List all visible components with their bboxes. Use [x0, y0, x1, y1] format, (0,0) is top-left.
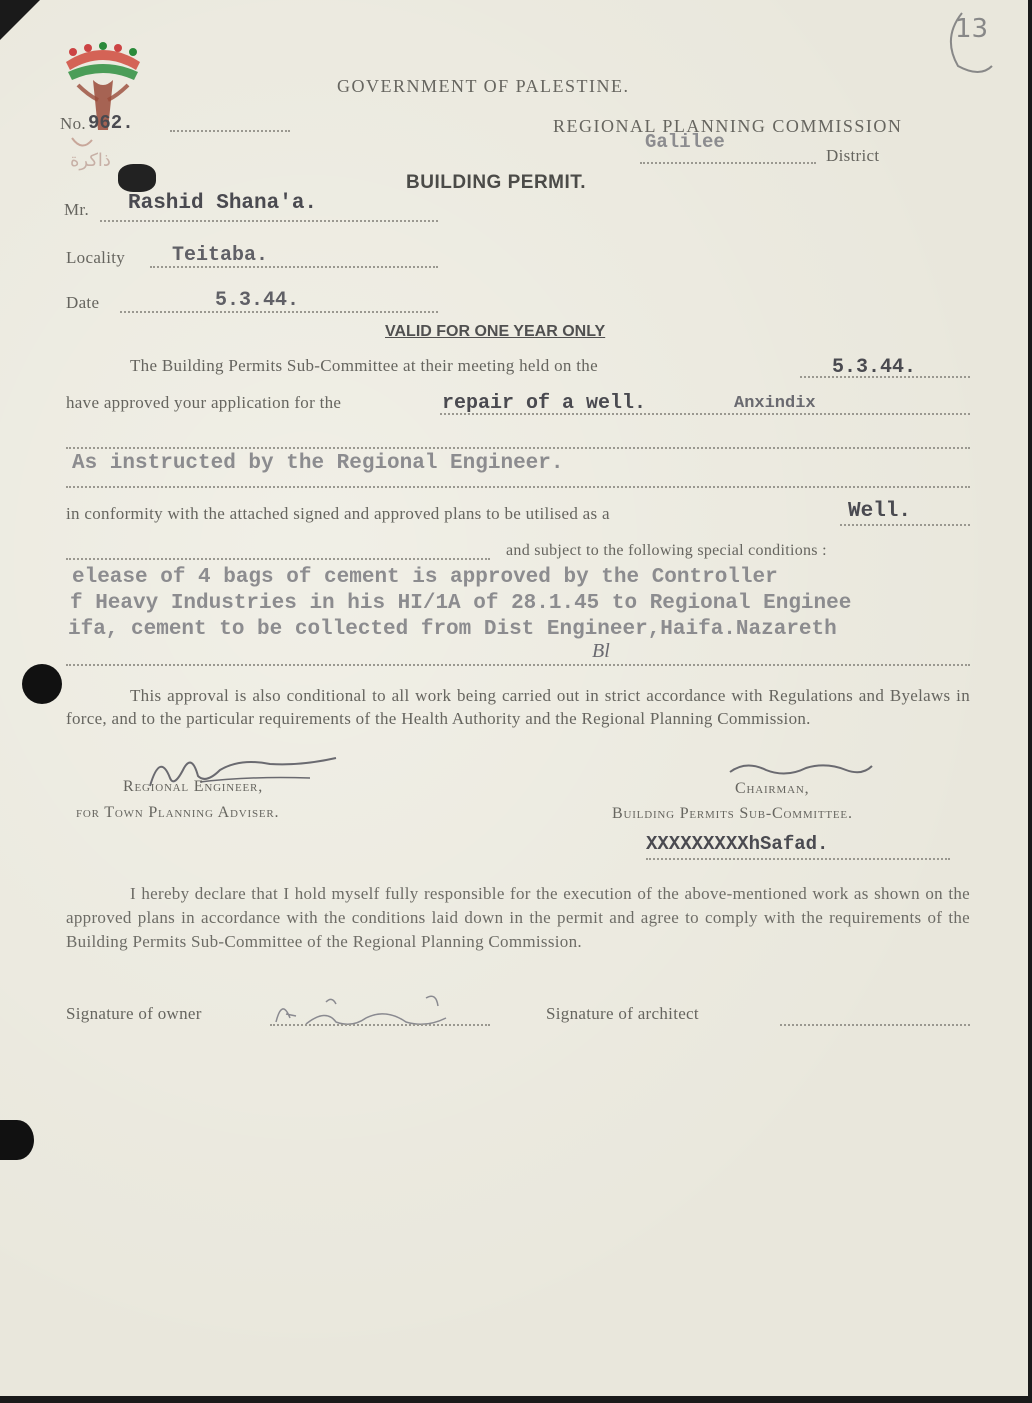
- chairman-subtitle: Building Permits Sub-Committee.: [612, 805, 853, 822]
- chairman-title: Chairman,: [735, 780, 810, 797]
- punch-hole-lower: [0, 1120, 34, 1160]
- chairman-place: XXXXXXXXXhSafad.: [646, 833, 829, 855]
- locality-label: Locality: [66, 248, 126, 267]
- watermark-text: ذاكرة: [70, 150, 111, 171]
- punch-hole-upper: [22, 664, 62, 704]
- mr-value: Rashid Shana'a.: [128, 192, 318, 215]
- declaration-paragraph: I hereby declare that I hold myself fully responsible for the execution of the above-mentioned work as shown on the approved plans in accordance with the conditions laid down in the permit and agree to comply with the requirements of the Building Permits Sub-Committee of the Regional Planning Commission.: [66, 884, 970, 951]
- page-mark-circle-icon: [940, 8, 1000, 78]
- condition-line-2: f Heavy Industries in his HI/1A of 28.1.45 to Regional Enginee: [70, 592, 852, 615]
- mr-label: Mr.: [64, 200, 89, 219]
- ink-blot: [118, 164, 156, 192]
- page-corner: [0, 0, 40, 40]
- engineer-title: Regional Engineer,: [123, 778, 263, 795]
- conformity-text: in conformity with the attached signed and approved plans to be utilised as a: [66, 504, 610, 523]
- approved-text: have approved your application for the: [66, 393, 342, 412]
- validity-notice: VALID FOR ONE YEAR ONLY: [385, 323, 606, 340]
- date-value: 5.3.44.: [215, 289, 300, 312]
- condition-line-1: elease of 4 bags of cement is approved by the Controller: [72, 566, 778, 589]
- instructed-line: As instructed by the Regional Engineer.: [72, 452, 564, 475]
- district-value: Galilee: [645, 131, 725, 153]
- locality-value: Teitaba.: [172, 244, 269, 267]
- conditions-text: and subject to the following special conditions :: [506, 542, 827, 559]
- engineer-subtitle: for Town Planning Adviser.: [76, 804, 280, 821]
- owner-signature-icon: [266, 988, 496, 1038]
- owner-signature-label: Signature of owner: [66, 1004, 202, 1023]
- architect-signature-label: Signature of architect: [546, 1004, 699, 1023]
- meeting-date: 5.3.44.: [832, 356, 917, 379]
- date-label: Date: [66, 293, 100, 312]
- government-heading: GOVERNMENT OF PALESTINE.: [337, 76, 630, 96]
- permit-no-value: 962.: [88, 112, 134, 134]
- commission-heading: REGIONAL PLANNING COMMISSION: [553, 116, 903, 136]
- meeting-text: The Building Permits Sub-Committee at their meeting held on the: [130, 356, 598, 375]
- struck-text: Anxindix: [734, 394, 816, 413]
- page-number-mark: 13: [955, 14, 989, 44]
- permit-no-label: No.: [60, 114, 86, 133]
- permit-title: BUILDING PERMIT.: [406, 172, 587, 193]
- approved-value: repair of a well.: [442, 392, 647, 415]
- approval-paragraph: This approval is also conditional to all work being carried out in strict accordance with Regulations and Byelaws in force, and to the particular requirements of the Health Authority and the Regional Planning Commission.: [66, 686, 970, 728]
- handwritten-initial: Bl: [592, 640, 610, 662]
- district-label: District: [826, 146, 880, 165]
- condition-line-3: ifa, cement to be collected from Dist Engineer,Haifa.Nazareth: [68, 618, 837, 641]
- conformity-value: Well.: [848, 500, 912, 523]
